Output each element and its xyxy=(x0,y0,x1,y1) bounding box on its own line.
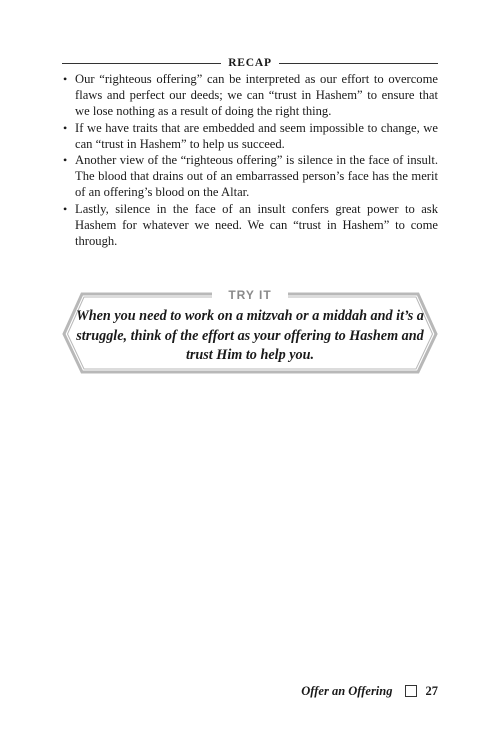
recap-item-text: Lastly, silence in the face of an insult confers great power to ask Hashem for whatever we need. We can “trust in Hashem” to come through. xyxy=(75,201,438,249)
try-it-text: When you need to work on a mitzvah or a middah and it’s a struggle, think of the effort as your offering to Hashem and trust Him to help you. xyxy=(76,308,424,363)
recap-item xyxy=(62,120,438,152)
recap-rule-right xyxy=(279,63,438,64)
recap-item xyxy=(62,152,438,201)
recap-list xyxy=(62,71,438,249)
recap-item-text: Another view of the “righteous offering” is silence in the face of insult. The blood that drains out of an embarrassed person’s face has the merit of an offering’s blood on the Altar. xyxy=(75,153,438,200)
recap-item xyxy=(62,201,438,250)
chapter-title: Offer an Offering xyxy=(301,683,393,698)
try-it-box xyxy=(62,286,438,374)
recap-title: RECAP xyxy=(228,57,272,69)
recap-item-text: If we have traits that are embedded and seem impossible to change, we can “trust in Hashem” to help us succeed. xyxy=(75,120,438,151)
bullet-icon: • xyxy=(63,72,68,86)
page-number: 27 xyxy=(425,683,438,698)
bullet-icon: • xyxy=(63,201,68,216)
recap-rule-left xyxy=(62,63,221,64)
bullet-icon: • xyxy=(63,120,68,135)
recap-header xyxy=(62,56,438,70)
square-icon xyxy=(405,685,417,697)
bullet-icon: • xyxy=(63,153,68,168)
recap-item xyxy=(62,71,438,120)
recap-item-text: Our “righteous offering” can be interpreted as our effort to overcome flaws and perfect our deeds; we can “trust in Hashem” to ensure that we lose nothing as a result of doing the right thing. xyxy=(75,72,438,119)
try-it-label: TRY IT xyxy=(228,288,272,302)
page-footer xyxy=(260,682,438,700)
